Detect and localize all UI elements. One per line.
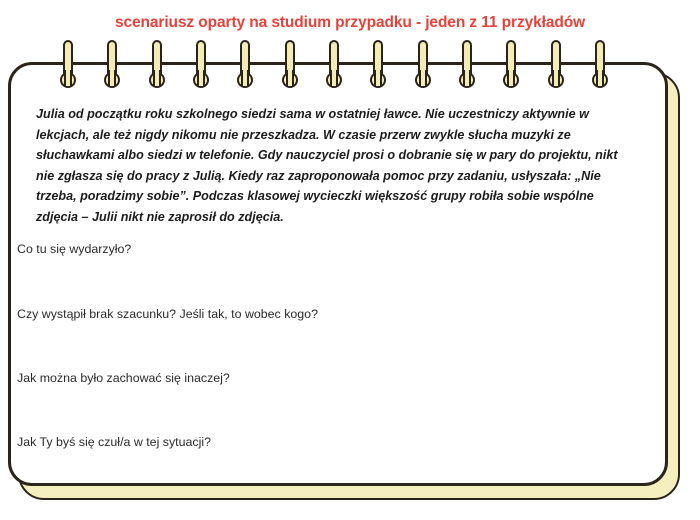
question-item-3: Jak można było zachować się inaczej? bbox=[17, 371, 230, 385]
spiral-ring-loop-inner bbox=[64, 70, 72, 86]
spiral-ring-loop-inner bbox=[419, 70, 427, 86]
spiral-ring-loop-inner bbox=[330, 70, 338, 86]
spiral-ring-loop-inner bbox=[197, 70, 205, 86]
question-item-4: Jak Ty byś się czuł/a w tej sytuacji? bbox=[17, 435, 211, 449]
spiral-ring-loop-inner bbox=[507, 70, 515, 86]
spiral-ring-loop-inner bbox=[153, 70, 161, 86]
spiral-ring-loop-inner bbox=[374, 70, 382, 86]
spiral-ring-loop-inner bbox=[108, 70, 116, 86]
spiral-ring-loop-inner bbox=[286, 70, 294, 86]
question-item-1: Co tu się wydarzyło? bbox=[17, 242, 132, 256]
question-item-2: Czy wystąpił brak szacunku? Jeśli tak, to wobec kogo? bbox=[17, 307, 318, 321]
spiral-ring-loop-inner bbox=[552, 70, 560, 86]
spiral-ring-loop-inner bbox=[241, 70, 249, 86]
spiral-ring-loop-inner bbox=[463, 70, 471, 86]
scenario-paragraph: Julia od początku roku szkolnego siedzi sama w ostatniej ławce. Nie uczestniczy aktywnie w lekcjach, ale też nigdy nikomu nie przeszkadza. W czasie przerw zwykle słucha muzyki ze słuchawkami albo siedzi w telefonie. Gdy nauczyciel prosi o dobranie się w pary do projektu, nikt nie zgłasza się do pracy z Julią. Kiedy raz zaproponowała pomoc przy zadaniu, usłyszała: „Nie trzeba, poradzimy sobie”. Podczas klasowej wycieczki większość grupy robiła sobie wspólne zdjęcia – Julii nikt nie zaprosił do zdjęcia. bbox=[36, 107, 618, 224]
spiral-ring-loop-inner bbox=[596, 70, 604, 86]
page-title: scenariusz oparty na studium przypadku - jeden z 11 przykładów bbox=[114, 14, 586, 31]
